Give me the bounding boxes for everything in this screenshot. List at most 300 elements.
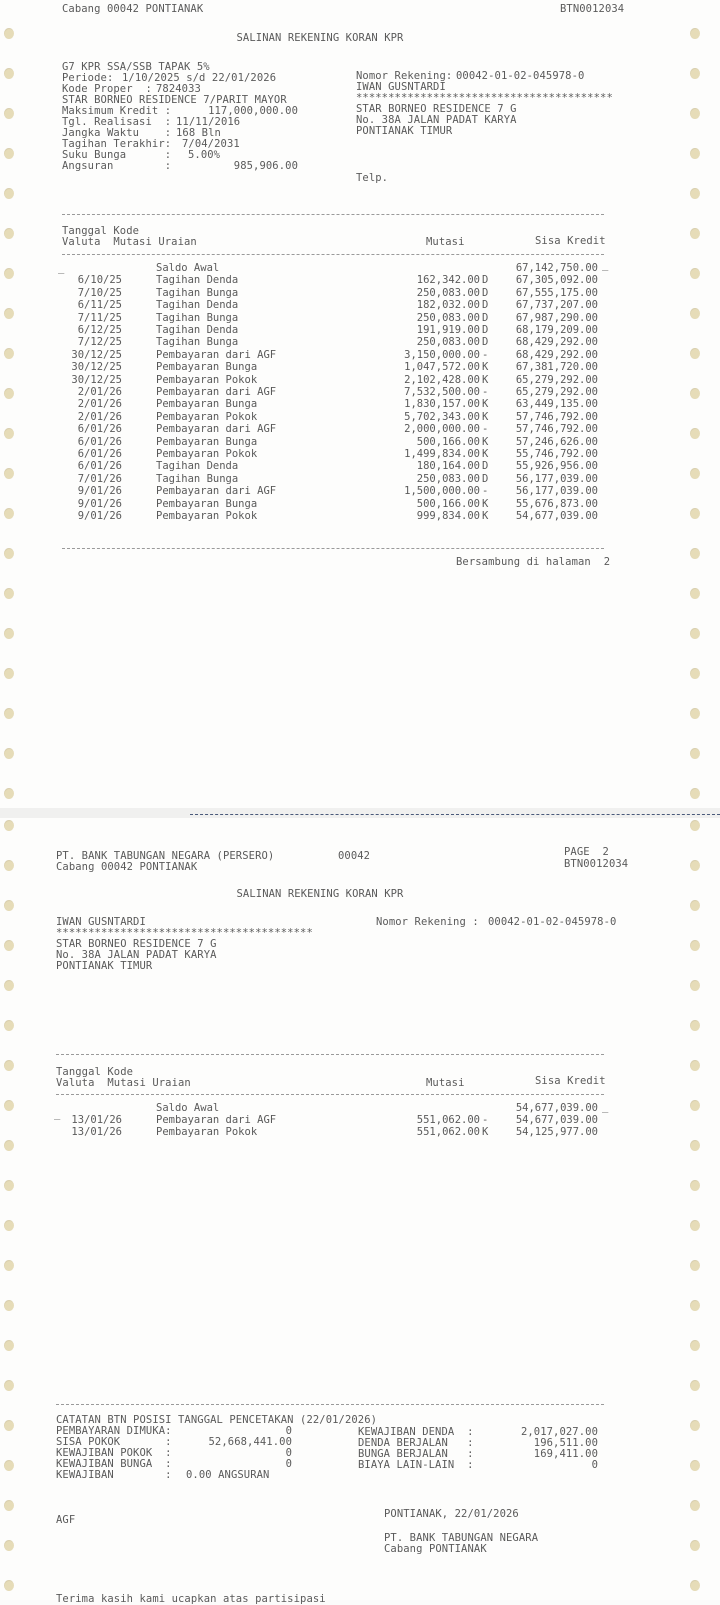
statement-page-2 (0, 818, 720, 1605)
table-row (0, 374, 720, 386)
summary-label: KEWAJIBAN POKOK : (56, 1447, 172, 1459)
remaining-balance: 55,676,873.00 (515, 497, 598, 510)
tractor-hole (690, 28, 700, 39)
remaining-balance: 68,179,209.00 (515, 324, 598, 336)
transaction-type-flag: - (482, 485, 489, 498)
table-row (0, 1102, 720, 1114)
transaction-date: 2/01/26 (77, 386, 122, 398)
footer-note: Terima kasih kami ucapkan atas partisipasi (56, 1593, 326, 1605)
transaction-date: 2/01/26 (77, 410, 122, 423)
tractor-hole (690, 940, 700, 951)
table-row (0, 398, 720, 410)
summary-value: 0 (285, 1447, 292, 1459)
tractor-hole (690, 148, 700, 159)
transaction-amount: 191,919.00 (416, 324, 480, 336)
table-row (0, 361, 720, 373)
table-row (0, 386, 720, 398)
tractor-hole (690, 1100, 700, 1111)
transaction-date: 6/11/25 (77, 299, 122, 312)
transaction-amount: 2,000,000.00 (404, 423, 480, 436)
transaction-type-flag: K (482, 410, 489, 423)
transaction-amount: 1,500,000.00 (404, 485, 480, 498)
transaction-date: 7/11/25 (77, 311, 122, 324)
remaining-balance: 54,677,039.00 (515, 510, 598, 522)
tractor-hole (4, 148, 14, 159)
transaction-amount: 551,062.00 (416, 1126, 480, 1138)
tractor-hole (690, 108, 700, 119)
document-title: SALINAN REKENING KORAN KPR (236, 888, 404, 900)
column-header-line-2: Valuta Mutasi Uraian (56, 1077, 191, 1089)
remaining-balance: 67,987,290.00 (515, 311, 598, 324)
tractor-hole (690, 1180, 700, 1191)
table-row (0, 274, 720, 286)
tractor-hole (690, 900, 700, 911)
remaining-balance: 54,677,039.00 (515, 1114, 598, 1126)
summary-label: KEWAJIBAN DENDA : (358, 1426, 474, 1438)
summary-label: BUNGA BERJALAN : (358, 1448, 474, 1460)
tractor-hole (690, 428, 700, 439)
table-row (0, 349, 720, 361)
transaction-amount: 500,166.00 (416, 497, 480, 510)
tractor-hole (4, 788, 14, 799)
tractor-hole (690, 668, 700, 679)
transaction-description: Pembayaran dari AGF (156, 348, 277, 361)
transaction-description: Pembayaran Bunga (156, 435, 258, 448)
transaction-amount: 180,164.00 (416, 460, 480, 473)
summary-value: 2,017,027.00 (520, 1426, 598, 1438)
tractor-hole (690, 68, 700, 79)
remaining-balance: 68,429,292.00 (515, 348, 598, 361)
tractor-hole (690, 748, 700, 759)
transaction-type-flag: - (482, 1114, 489, 1126)
transaction-type-flag: - (482, 423, 489, 436)
tractor-hole (4, 388, 14, 399)
tractor-hole (4, 628, 14, 639)
table-row (0, 473, 720, 485)
account-number-label: Nomor Rekening: (356, 70, 453, 82)
summary-value: 0 (285, 1425, 292, 1437)
tractor-holes-left (4, 0, 24, 1600)
tractor-hole (690, 1460, 700, 1471)
tractor-hole (4, 1420, 14, 1431)
transaction-description: Pembayaran Pokok (156, 410, 258, 423)
tractor-hole (690, 860, 700, 871)
table-row (0, 460, 720, 472)
remaining-balance: 67,737,207.00 (515, 299, 598, 312)
remaining-balance: 56,177,039.00 (515, 485, 598, 498)
term-value: 168 Bln (176, 127, 221, 139)
tractor-hole (4, 1500, 14, 1511)
transaction-type-flag: K (482, 373, 489, 386)
transaction-date: 2/01/26 (77, 398, 122, 411)
summary-value: 196,511.00 (533, 1437, 598, 1449)
transaction-description: Tagihan Denda (156, 460, 239, 473)
summary-label: KEWAJIBAN BUNGA : (56, 1458, 172, 1470)
transaction-description: Pembayaran dari AGF (156, 386, 277, 398)
tractor-hole (690, 1300, 700, 1311)
transaction-type-flag: K (482, 1126, 489, 1138)
table-row (0, 262, 720, 274)
tractor-hole (4, 1140, 14, 1151)
masked-line: **************************************** (356, 92, 613, 104)
address-line-3: PONTIANAK TIMUR (56, 960, 153, 972)
marker: _ (58, 262, 65, 274)
transaction-amount: 551,062.00 (416, 1114, 480, 1126)
tractor-hole (4, 468, 14, 479)
transaction-description: Tagihan Bunga (156, 336, 239, 349)
column-header-mutasi: Mutasi (426, 236, 465, 248)
transaction-amount: 999,834.00 (416, 510, 480, 522)
summary-label: BIAYA LAIN-LAIN : (358, 1459, 474, 1471)
transaction-description: Tagihan Bunga (156, 286, 239, 299)
tractor-hole (690, 980, 700, 991)
transaction-date: 13/01/26 (71, 1114, 122, 1126)
tractor-hole (690, 1340, 700, 1351)
branch-name: Cabang 00042 PONTIANAK (56, 861, 198, 873)
tractor-hole (4, 1580, 14, 1591)
marker: _ (602, 259, 609, 271)
term-label: Jangka Waktu : (62, 127, 172, 139)
summary-value: 52,668,441.00 (208, 1436, 292, 1448)
transaction-type-flag: K (482, 448, 489, 460)
transaction-amount: 182,032.00 (416, 299, 480, 312)
transaction-date: 6/01/26 (77, 435, 122, 448)
account-number: 00042-01-02-045978-0 (488, 916, 617, 928)
transaction-amount: 250,083.00 (416, 286, 480, 299)
transaction-description: Pembayaran dari AGF (156, 423, 277, 436)
tractor-hole (4, 820, 14, 831)
last-bill-label: Tagihan Terakhir: (62, 138, 172, 150)
tractor-hole (690, 1140, 700, 1151)
remaining-balance: 65,279,292.00 (515, 373, 598, 386)
transaction-description: Saldo Awal (156, 262, 220, 274)
remaining-balance: 67,142,750.00 (515, 262, 598, 274)
remaining-balance: 55,926,956.00 (515, 460, 598, 473)
tractor-hole (4, 940, 14, 951)
table-row (0, 1114, 720, 1126)
remaining-balance: 67,381,720.00 (515, 361, 598, 374)
remaining-balance: 57,746,792.00 (515, 410, 598, 423)
tractor-hole (690, 1260, 700, 1271)
table-row (0, 299, 720, 311)
tractor-hole (690, 268, 700, 279)
transaction-date: 30/12/25 (71, 361, 122, 374)
tractor-hole (4, 1180, 14, 1191)
tractor-hole (4, 588, 14, 599)
transaction-date: 13/01/26 (71, 1126, 122, 1138)
remaining-balance: 65,279,292.00 (515, 386, 598, 398)
transaction-type-flag: K (482, 497, 489, 510)
transaction-date: 6/10/25 (77, 274, 122, 287)
tractor-hole (4, 980, 14, 991)
tractor-hole (690, 388, 700, 399)
document-code: BTN0012034 (564, 858, 629, 870)
branch-code: 00042 (338, 850, 371, 862)
tractor-hole (690, 628, 700, 639)
transaction-description: Tagihan Denda (156, 274, 239, 287)
tractor-hole (690, 348, 700, 359)
tractor-hole (4, 68, 14, 79)
summary-value: 0 (591, 1459, 598, 1471)
tractor-hole (4, 1020, 14, 1031)
tractor-hole (690, 548, 700, 559)
installment-value: 985,906.00 (233, 160, 298, 172)
tractor-hole (690, 788, 700, 799)
remaining-balance: 57,246,626.00 (515, 435, 598, 448)
summary-label: KEWAJIBAN : (56, 1469, 172, 1481)
transaction-amount: 500,166.00 (416, 435, 480, 448)
transaction-description: Pembayaran Pokok (156, 510, 258, 522)
document-title: SALINAN REKENING KORAN KPR (236, 32, 404, 44)
tractor-hole (4, 348, 14, 359)
column-header-line-2: Valuta Mutasi Uraian (62, 236, 197, 248)
max-credit-label: Maksimum Kredit : (62, 105, 172, 117)
remaining-balance: 54,125,977.00 (515, 1126, 598, 1138)
table-row (0, 287, 720, 299)
divider (56, 1054, 604, 1055)
tractor-hole (4, 1460, 14, 1471)
tractor-hole (690, 1540, 700, 1551)
tractor-hole (690, 468, 700, 479)
branch-name: Cabang 00042 PONTIANAK (62, 3, 204, 15)
tractor-hole (4, 900, 14, 911)
tractor-hole (4, 668, 14, 679)
summary-label: DENDA BERJALAN : (358, 1437, 474, 1449)
remaining-balance: 67,555,175.00 (515, 286, 598, 299)
tractor-hole (690, 588, 700, 599)
perforation-line (190, 814, 720, 815)
transaction-amount: 2,102,428.00 (404, 373, 480, 386)
tractor-hole (690, 820, 700, 831)
table-row (0, 411, 720, 423)
transaction-description: Tagihan Bunga (156, 472, 239, 485)
column-header-mutasi: Mutasi (426, 1077, 465, 1089)
tractor-hole (4, 1100, 14, 1111)
transaction-description: Tagihan Bunga (156, 311, 239, 324)
table-row (0, 1126, 720, 1138)
transaction-amount: 1,047,572.00 (404, 361, 480, 374)
tractor-hole (690, 1060, 700, 1071)
summary-value: 0 (285, 1458, 292, 1470)
signer-bank: PT. BANK TABUNGAN NEGARA (384, 1532, 539, 1544)
summary-title: CATATAN BTN POSISI TANGGAL PENCETAKAN (22/01/2026) (56, 1414, 378, 1426)
tractor-hole (690, 1500, 700, 1511)
account-number-label: Nomor Rekening : (376, 916, 479, 928)
tractor-hole (4, 228, 14, 239)
agf-label: AGF (56, 1514, 76, 1526)
tractor-hole (690, 1420, 700, 1431)
transaction-type-flag: D (482, 299, 489, 312)
realization-date-value: 11/11/2016 (176, 116, 241, 128)
transaction-description: Pembayaran dari AGF (156, 1114, 277, 1126)
document-code: BTN0012034 (560, 3, 625, 15)
tractor-hole (4, 1060, 14, 1071)
tractor-holes-right (690, 0, 710, 1600)
transaction-type-flag: - (482, 386, 489, 398)
account-number: 00042-01-02-045978-0 (456, 70, 585, 82)
project-name: STAR BORNEO RESIDENCE 7/PARIT MAYOR (62, 94, 287, 106)
transaction-date: 6/01/26 (77, 423, 122, 436)
transaction-type-flag: K (482, 361, 489, 374)
transaction-date: 9/01/26 (77, 485, 122, 498)
column-header-balance: Sisa Kredit (535, 235, 606, 247)
tractor-hole (4, 748, 14, 759)
remaining-balance: 55,746,792.00 (515, 448, 598, 460)
table-row (0, 448, 720, 460)
tractor-hole (4, 508, 14, 519)
transaction-type-flag: D (482, 336, 489, 349)
table-row (0, 312, 720, 324)
transaction-type-flag: K (482, 435, 489, 448)
table-row (0, 436, 720, 448)
interest-rate-value: 5.00% (188, 149, 221, 161)
product-name: G7 KPR SSA/SSB TAPAK 5% (62, 61, 210, 73)
column-header-balance: Sisa Kredit (535, 1075, 606, 1087)
table-row (0, 485, 720, 497)
transaction-amount: 1,499,834.00 (404, 448, 480, 460)
tractor-hole (690, 308, 700, 319)
table-row (0, 324, 720, 336)
transaction-type-flag: D (482, 472, 489, 485)
page-number: PAGE 2 (564, 846, 609, 858)
divider (56, 1404, 604, 1405)
transaction-type-flag: D (482, 311, 489, 324)
installment-label: Angsuran : (62, 160, 172, 172)
transaction-description: Pembayaran Pokok (156, 448, 258, 460)
transaction-description: Tagihan Denda (156, 324, 239, 336)
transaction-date: 6/01/26 (77, 448, 122, 460)
marker: _ (54, 1108, 61, 1120)
transaction-amount: 7,532,500.00 (404, 386, 480, 398)
transaction-amount: 3,150,000.00 (404, 348, 480, 361)
tractor-hole (690, 708, 700, 719)
marker: _ (602, 1101, 609, 1113)
transaction-date: 6/12/25 (77, 324, 122, 336)
column-header-line-1: Tanggal Kode (56, 1066, 134, 1078)
address-line-1: STAR BORNEO RESIDENCE 7 G (56, 938, 217, 950)
place-date: PONTIANAK, 22/01/2026 (384, 1508, 519, 1520)
customer-name: IWAN GUSNTARDI (56, 916, 146, 928)
summary-label: PEMBAYARAN DIMUKA: (56, 1425, 172, 1437)
address-line-3: PONTIANAK TIMUR (356, 125, 453, 137)
transaction-description: Pembayaran Bunga (156, 398, 258, 411)
tractor-hole (690, 508, 700, 519)
table-row (0, 423, 720, 435)
tractor-hole (690, 188, 700, 199)
transaction-date: 7/10/25 (77, 286, 122, 299)
transaction-type-flag: K (482, 510, 489, 522)
tractor-hole (4, 1380, 14, 1391)
address-line-2: No. 38A JALAN PADAT KARYA (56, 949, 217, 961)
tractor-hole (690, 1580, 700, 1591)
remaining-balance: 68,429,292.00 (515, 336, 598, 349)
transaction-amount: 250,083.00 (416, 472, 480, 485)
remaining-balance: 54,677,039.00 (515, 1102, 598, 1114)
transaction-type-flag: - (482, 348, 489, 361)
column-header-line-1: Tanggal Kode (62, 225, 140, 237)
customer-name: IWAN GUSNTARDI (356, 81, 446, 93)
table-row (0, 336, 720, 348)
address-line-1: STAR BORNEO RESIDENCE 7 G (356, 103, 517, 115)
divider (62, 548, 604, 549)
transaction-date: 7/01/26 (77, 472, 122, 485)
tractor-hole (690, 228, 700, 239)
table-row (0, 510, 720, 522)
transaction-amount: 250,083.00 (416, 311, 480, 324)
tractor-hole (4, 1340, 14, 1351)
remaining-balance: 63,449,135.00 (515, 398, 598, 411)
transaction-description: Pembayaran Pokok (156, 373, 258, 386)
transaction-amount: 162,342.00 (416, 274, 480, 287)
transaction-description: Pembayaran Pokok (156, 1126, 258, 1138)
period-value: 1/10/2025 s/d 22/01/2026 (122, 72, 277, 84)
transaction-date: 9/01/26 (77, 510, 122, 522)
divider (62, 254, 604, 255)
transaction-date: 30/12/25 (71, 348, 122, 361)
tractor-hole (690, 1220, 700, 1231)
tractor-hole (4, 860, 14, 871)
transaction-description: Tagihan Denda (156, 299, 239, 312)
realization-date-label: Tgl. Realisasi : (62, 116, 172, 128)
tractor-hole (4, 1540, 14, 1551)
tractor-hole (4, 268, 14, 279)
tractor-hole (690, 1020, 700, 1031)
transaction-type-flag: D (482, 286, 489, 299)
transaction-description: Pembayaran dari AGF (156, 485, 277, 498)
summary-value: 169,411.00 (533, 1448, 598, 1460)
phone-label: Telp. (356, 172, 389, 184)
tractor-hole (690, 1380, 700, 1391)
summary-value: 0.00 ANGSURAN (186, 1469, 270, 1481)
interest-rate-label: Suku Bunga : (62, 149, 172, 161)
kode-proper-value: 7824033 (156, 83, 201, 95)
max-credit-value: 117,000,000.00 (208, 105, 298, 117)
transaction-date: 6/01/26 (77, 460, 122, 473)
tractor-hole (4, 708, 14, 719)
table-row (0, 498, 720, 510)
transaction-amount: 1,830,157.00 (404, 398, 480, 411)
tractor-hole (4, 28, 14, 39)
remaining-balance: 57,746,792.00 (515, 423, 598, 436)
divider (62, 214, 604, 215)
transaction-type-flag: D (482, 274, 489, 287)
last-bill-value: 7/04/2031 (182, 138, 240, 150)
kode-proper-label: Kode Proper : (62, 83, 152, 95)
tractor-hole (4, 428, 14, 439)
address-line-2: No. 38A JALAN PADAT KARYA (356, 114, 517, 126)
masked-line: **************************************** (56, 927, 313, 939)
continued-note: Bersambung di halaman 2 (456, 556, 611, 568)
transaction-type-flag: D (482, 324, 489, 336)
transaction-type-flag: K (482, 398, 489, 411)
tractor-hole (4, 1260, 14, 1271)
transaction-amount: 5,702,343.00 (404, 410, 480, 423)
bank-name: PT. BANK TABUNGAN NEGARA (PERSERO) (56, 850, 275, 862)
signer-branch: Cabang PONTIANAK (384, 1543, 487, 1555)
tractor-hole (4, 548, 14, 559)
transaction-type-flag: D (482, 460, 489, 473)
remaining-balance: 67,305,092.00 (515, 274, 598, 287)
tractor-hole (4, 308, 14, 319)
period-label: Periode: (62, 72, 114, 84)
summary-label: SISA POKOK : (56, 1436, 172, 1448)
tractor-hole (4, 1220, 14, 1231)
transaction-description: Saldo Awal (156, 1102, 220, 1114)
transaction-description: Pembayaran Bunga (156, 497, 258, 510)
tractor-hole (4, 108, 14, 119)
transaction-description: Pembayaran Bunga (156, 361, 258, 374)
tractor-hole (4, 1300, 14, 1311)
